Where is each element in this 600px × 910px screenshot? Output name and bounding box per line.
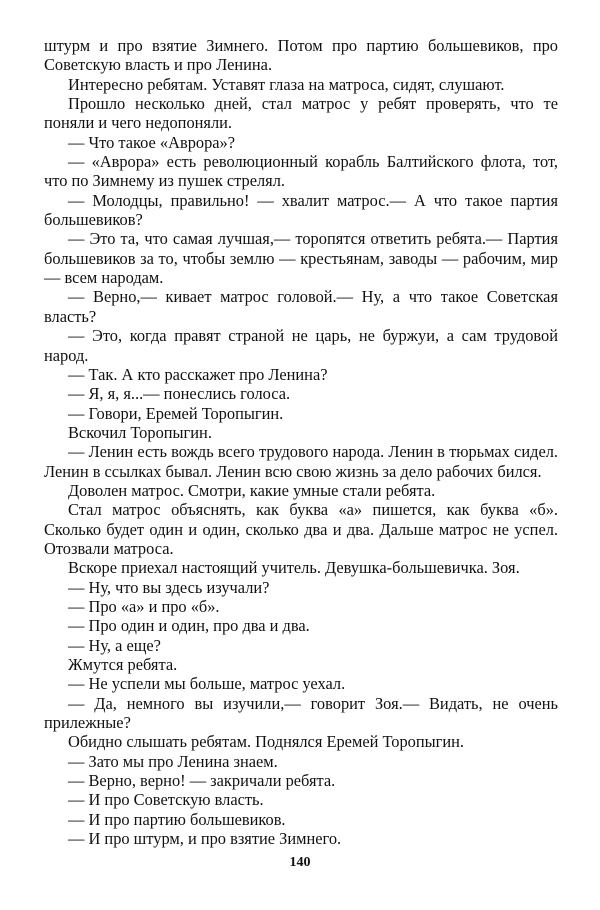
- paragraph: — Про «а» и про «б».: [68, 596, 220, 616]
- paragraph: — Да, немного вы изучили,— говорит Зоя.— Видать, не очень прилежные?: [44, 693, 558, 733]
- paragraph: штурм и про взятие Зимнего. Потом про партию большевиков, про Советскую власть и про Ленина.: [44, 36, 558, 75]
- paragraph: — Не успели мы больше, матрос уехал.: [68, 674, 346, 694]
- paragraph: — Молодцы, правильно! — хвалит матрос.— А что такое партия большевиков?: [44, 190, 558, 230]
- paragraph: Вскоре приехал настоящий учитель. Девушка-большевичка. Зоя.: [68, 558, 520, 578]
- paragraph: — Это та, что самая лучшая,— торопятся ответить ребята.— Партия большевиков за то, чтобы землю — крестьянам, заводы — рабочим, мир — всем народам.: [44, 229, 558, 288]
- paragraph: Вскочил Торопыгин.: [68, 422, 212, 442]
- paragraph: Прошло несколько дней, стал матрос у ребят проверять, что те поняли и чего недопоняли.: [44, 94, 558, 133]
- paragraph: — Верно,— кивает матрос головой.— Ну, а что такое Советская власть?: [44, 287, 558, 326]
- paragraph: — Про один и один, про два и два.: [68, 616, 310, 636]
- paragraph: — Ну, а еще?: [68, 635, 161, 655]
- paragraph: — Ленин есть вождь всего трудового народа. Ленин в тюрьмах сидел. Ленин в ссылках бывал. Ленин всю свою жизнь за дело рабочих бился.: [44, 442, 558, 481]
- paragraph: — Верно, верно! — закричали ребята.: [68, 771, 336, 791]
- paragraph: Интересно ребятам. Уставят глаза на матроса, сидят, слушают.: [68, 74, 505, 94]
- paragraph: Доволен матрос. Смотри, какие умные стали ребята.: [68, 480, 436, 500]
- paragraph: — Что такое «Аврора»?: [68, 132, 236, 152]
- paragraph: Обидно слышать ребятам. Поднялся Еремей Торопыгин.: [68, 732, 464, 752]
- paragraph: Жмутся ребята.: [68, 655, 178, 674]
- paragraph: — Я, я, я...— понеслись голоса.: [68, 384, 291, 404]
- paragraph: — Это, когда правят страной не царь, не буржуи, а сам трудовой народ.: [44, 326, 558, 365]
- paragraph: — Ну, что вы здесь изучали?: [68, 577, 270, 597]
- paragraph: — Зато мы про Ленина знаем.: [68, 751, 278, 771]
- paragraph: — Говори, Еремей Торопыгин.: [68, 403, 284, 423]
- paragraph: — «Аврора» есть революционный корабль Балтийского флота, тот, что по Зимнему из пушек стрелял.: [44, 152, 558, 191]
- paragraph: — И про партию большевиков.: [68, 809, 286, 829]
- page-number: 140: [289, 855, 311, 870]
- paragraph: — И про штурм, и про взятие Зимнего.: [68, 829, 342, 849]
- paragraph: Стал матрос объяснять, как буква «а» пишется, как буква «б». Сколько будет один и один, сколько два и два. Дальше матрос не успел. Отозвали матроса.: [44, 500, 558, 558]
- paragraph: — Так. А кто расскажет про Ленина?: [68, 364, 328, 384]
- page-text: [44, 36, 558, 848]
- paragraph: — И про Советскую власть.: [68, 790, 264, 810]
